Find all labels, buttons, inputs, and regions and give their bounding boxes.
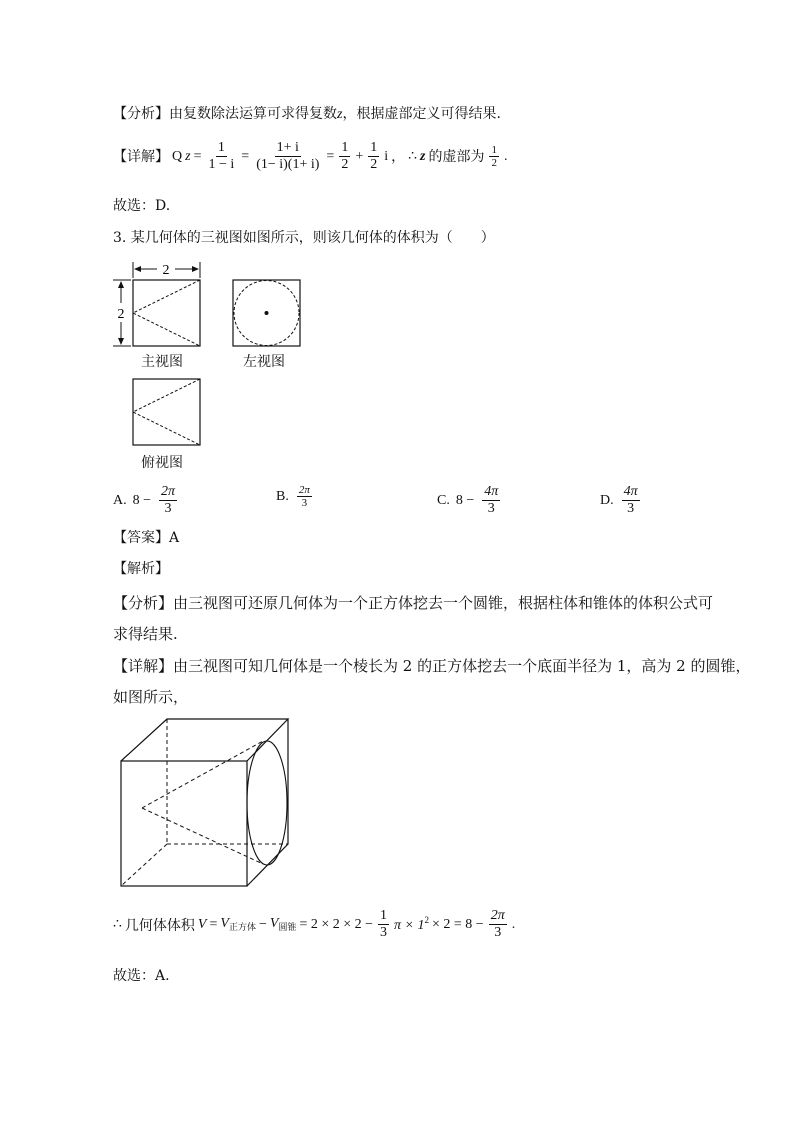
answer-value: A	[169, 530, 180, 546]
option-d-num: 4π	[623, 484, 638, 499]
volume-fraction-1-num: 1	[380, 908, 388, 923]
fraction-3	[339, 140, 350, 173]
fraction-2	[254, 140, 321, 173]
option-a-fraction	[159, 484, 177, 517]
fraction-5-num: 1	[491, 144, 497, 156]
fraction-4-den: 2	[370, 157, 378, 172]
fraction-2-den: (1− i)(1+ i)	[256, 157, 320, 172]
cube-right-edges	[247, 719, 288, 886]
option-b-letter: B.	[276, 488, 289, 504]
left-view-label: 左视图	[243, 354, 285, 370]
volume-expr-2	[394, 915, 429, 934]
fraction-1-num: 1	[217, 140, 225, 155]
volume-expr-1: = 2 × 2 × 2 −	[299, 916, 374, 932]
imag-text: 的虚部为	[428, 148, 485, 165]
top-view-square	[133, 379, 200, 445]
volume-period: .	[511, 916, 516, 932]
fraction-3-den: 2	[341, 157, 349, 172]
volume-V: V	[197, 916, 207, 932]
volume-fraction-2-den: 3	[494, 925, 502, 940]
option-d-fraction	[622, 484, 640, 517]
fraction-1	[206, 140, 236, 173]
dim-left-arrow-top	[118, 281, 124, 288]
fraction-3-num: 1	[341, 140, 349, 155]
option-c[interactable]	[437, 484, 502, 517]
top-view-label: 俯视图	[141, 455, 183, 471]
dim-top-arrow-right	[192, 266, 199, 272]
option-c-prefix: 8 −	[455, 492, 475, 508]
therefore-symbol: ∴	[113, 917, 122, 932]
cube-front-face	[121, 761, 247, 886]
front-view-square	[133, 280, 200, 346]
plus: +	[355, 148, 364, 164]
option-c-fraction	[482, 484, 500, 517]
period: .	[503, 148, 508, 164]
front-view-cone-edges	[133, 280, 200, 346]
fraction-2-num: 1+ i	[276, 140, 299, 155]
option-d-den: 3	[627, 501, 635, 516]
dim-left-arrow-bottom	[118, 338, 124, 345]
option-c-num: 4π	[484, 484, 499, 499]
dim-top-label: 2	[162, 263, 170, 278]
option-a-den: 3	[164, 501, 172, 516]
front-view-label: 主视图	[141, 354, 183, 370]
comma: ，	[391, 148, 406, 165]
volume-fraction-1-den: 3	[380, 925, 388, 940]
volume-eq: =	[209, 916, 218, 932]
fraction-5	[489, 144, 499, 169]
z-symbol-2: z	[420, 148, 426, 164]
volume-Vn: V	[269, 916, 279, 931]
cone-base-ellipse	[247, 741, 287, 865]
cone-edge-upper	[142, 741, 263, 808]
analysis-line-3: 求得结果.	[113, 625, 178, 643]
analysis-tag: 【分析】	[113, 106, 169, 122]
volume-fraction-1	[378, 908, 389, 941]
therefore-symbol: ∴	[408, 148, 418, 164]
analysis-line-2	[113, 593, 713, 613]
top-view-cone-edges	[133, 379, 200, 445]
detail-line-1	[113, 140, 507, 173]
fraction-4-num: 1	[370, 140, 378, 155]
option-a-num: 2π	[161, 484, 176, 499]
option-d-letter: D.	[600, 492, 614, 508]
volume-fraction-2	[489, 908, 507, 941]
fraction-5-den: 2	[491, 157, 497, 169]
z-symbol: z	[185, 148, 191, 164]
option-a[interactable]	[113, 484, 179, 517]
analysis-line-1	[113, 104, 501, 125]
fraction-1-den: 1 − i	[208, 157, 235, 172]
choice-line-2: 故选：A.	[113, 968, 170, 984]
option-d[interactable]	[600, 484, 642, 517]
detail-line-3: 如图所示，	[113, 688, 189, 706]
analysis2-line1: 由三视图可还原几何体为一个正方体挖去一个圆锥，根据柱体和锥体的体积公式可	[173, 594, 714, 612]
volume-sub-cone: 圆锥	[278, 923, 297, 933]
answer-tag: 【答案】	[113, 530, 169, 546]
volume-cube-term	[220, 916, 256, 933]
volume-exponent: 2	[424, 915, 430, 925]
detail2-line1: 由三视图可知几何体是一个棱长为 2 的正方体挖去一个底面半径为 1，高为 2 的圆锥，	[173, 657, 751, 675]
var-z: z	[337, 107, 343, 122]
analysis-text-b: ，根据虚部定义可得结果.	[342, 106, 501, 122]
fraction-4	[368, 140, 379, 173]
answer-line	[113, 528, 179, 548]
option-b-num: 2π	[298, 484, 310, 496]
volume-minus: −	[258, 916, 267, 932]
choice-line-1: 故选：D.	[113, 198, 171, 214]
question-text: 3. 某几何体的三视图如图所示，则该几何体的体积为（ ）	[113, 230, 495, 246]
left-view-center-dot	[265, 311, 269, 315]
analysis-text-a: 由复数除法运算可求得复数	[169, 106, 337, 122]
volume-text: 几何体体积	[124, 917, 195, 934]
option-c-letter: C.	[437, 492, 450, 508]
dim-top-arrow-left	[134, 266, 141, 272]
cone-edge-lower	[142, 808, 263, 864]
analysis-section-tag: 【解析】	[113, 561, 169, 577]
equals: =	[193, 148, 202, 164]
option-a-prefix: 8 −	[132, 492, 152, 508]
equals: =	[241, 148, 250, 164]
option-c-den: 3	[487, 501, 495, 516]
volume-Vc: V	[220, 916, 229, 931]
volume-fraction-2-num: 2π	[490, 908, 505, 923]
volume-expr-2-text: π × 1	[394, 918, 425, 933]
q-glyph: Q	[172, 148, 183, 164]
volume-sub-cube: 正方体	[228, 923, 256, 933]
option-b[interactable]	[276, 484, 314, 509]
volume-formula	[113, 908, 515, 941]
option-b-den: 3	[301, 497, 308, 509]
detail2-tag: 【详解】	[113, 657, 174, 675]
dim-left-label: 2	[117, 307, 125, 322]
option-a-letter: A.	[113, 492, 127, 508]
volume-expr-3: × 2 = 8 −	[432, 916, 484, 932]
imag-unit: i	[384, 148, 389, 164]
cube-top-edges	[121, 719, 288, 761]
cube-hidden-depth	[121, 844, 167, 886]
analysis2-tag: 【分析】	[113, 594, 174, 612]
option-b-fraction	[297, 484, 312, 509]
cube-cone-diagram	[115, 716, 295, 891]
detail-line-2	[113, 656, 751, 676]
volume-cone-term	[270, 916, 297, 933]
equals: =	[326, 148, 335, 164]
detail-tag: 【详解】	[113, 148, 169, 165]
